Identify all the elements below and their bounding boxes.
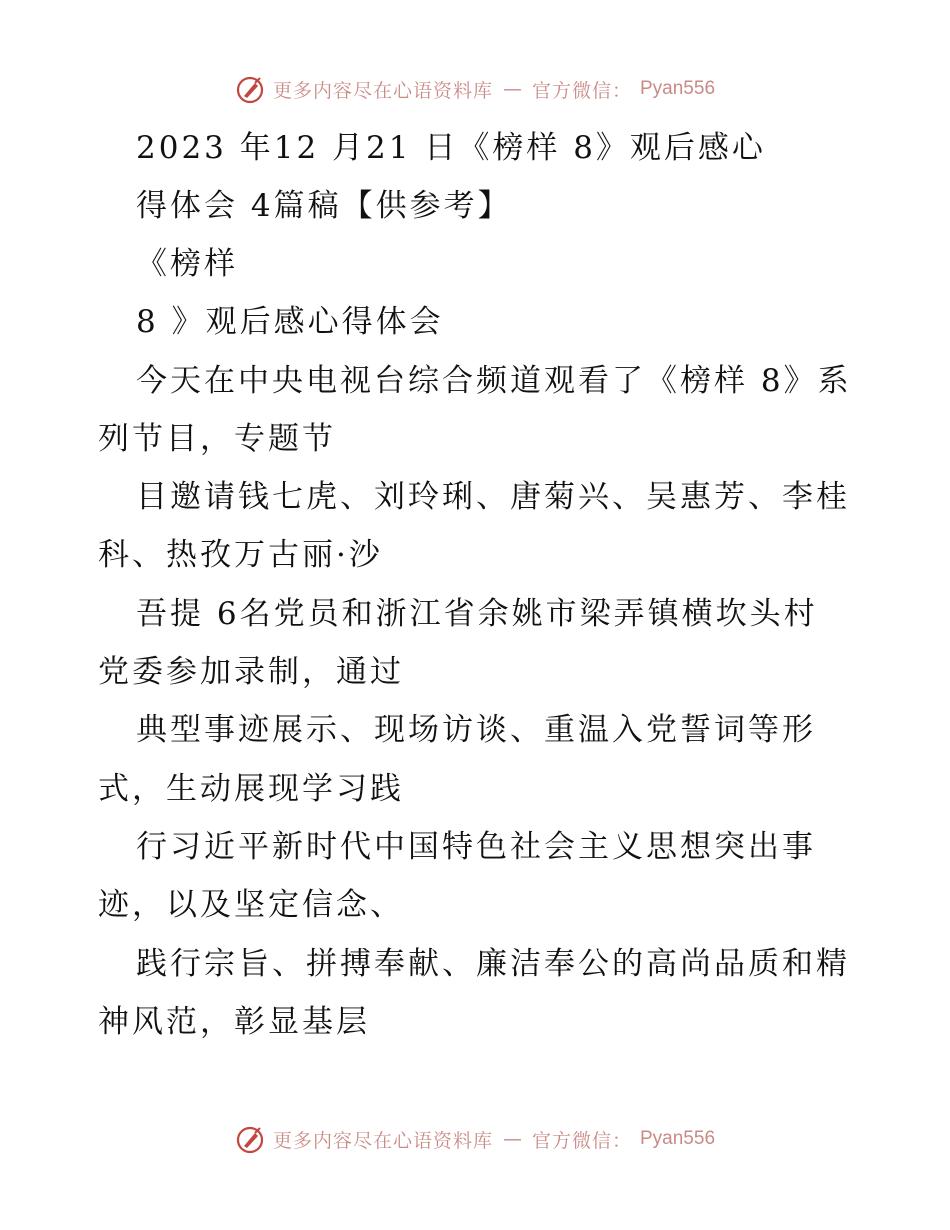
paragraph-line: 典型事迹展示、现场访谈、重温入党誓词等形: [136, 712, 816, 748]
paragraph-line: 行习近平新时代中国特色社会主义思想突出事: [136, 829, 816, 865]
paragraph-line: 迹，以及坚定信念、: [98, 887, 404, 923]
subtitle-line-2: 8 》观后感心得体会: [136, 304, 444, 340]
watermark-separator: —: [502, 1128, 522, 1150]
paragraph-line: 践行宗旨、拼搏奉献、廉洁奉公的高尚品质和精: [136, 946, 850, 982]
watermark-wechat-label: 官方微信：: [531, 1129, 632, 1152]
watermark-wechat-label: 官方微信：: [531, 79, 632, 102]
quill-logo-icon: [235, 1124, 265, 1154]
paragraph-line: 神风范，彰显基层: [98, 1004, 370, 1040]
title-line-1: 2023 年12 月21 日《榜样 8》观后感心: [136, 130, 766, 166]
watermark-wechat-id: Pyan556: [640, 78, 716, 99]
paragraph-line: 列节目，专题节: [98, 421, 336, 457]
watermark-text: 更多内容尽在心语资料库: [272, 1129, 493, 1152]
paragraph-line: 式，生动展现学习践: [98, 771, 404, 807]
paragraph-line: 目邀请钱七虎、刘玲琍、唐菊兴、吴惠芳、李桂: [136, 479, 850, 515]
paragraph-line: 党委参加录制，通过: [98, 654, 404, 690]
paragraph-line: 今天在中央电视台综合频道观看了《榜样 8》系: [136, 363, 852, 399]
title-line-2: 得体会 4篇稿【供参考】: [136, 188, 512, 224]
watermark-text: 更多内容尽在心语资料库: [272, 79, 493, 102]
quill-logo-icon: [235, 74, 265, 104]
watermark-wechat-id: Pyan556: [640, 1128, 716, 1149]
paragraph-line: 科、热孜万古丽·沙: [98, 537, 383, 573]
subtitle-line-1: 《榜样: [136, 246, 238, 282]
footer-watermark: [0, 1124, 950, 1154]
watermark-separator: —: [502, 78, 522, 100]
paragraph-line: 吾提 6名党员和浙江省余姚市梁弄镇横坎头村: [136, 596, 818, 632]
header-watermark: [0, 74, 950, 104]
